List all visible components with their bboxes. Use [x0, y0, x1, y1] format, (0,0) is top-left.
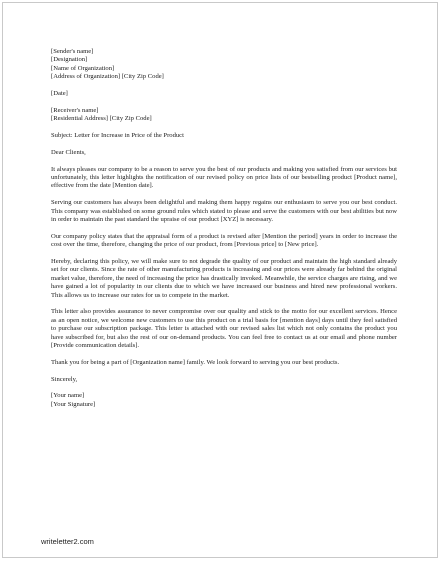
sender-name: [Sender's name] [51, 48, 94, 55]
sender-block [51, 48, 397, 82]
signature-block [51, 392, 397, 409]
paragraph: This letter also provides assurance to never compromise over our quality and stick to the motto for our excellent services. Hence as an open notice, we welcome new customers to use this product on a trial basis for [mention days] days until they feel satisfied to purchase our subscription package. This letter is attached with our revised sales list which not only contains the product you have subscribed for, but also the rest of our on-demand products. You can feel free to contact us at our email and phone number [Provide communication details]. [51, 308, 397, 350]
paragraph: Thank you for being a part of [Organization name] family. We look forward to serving you our best products. [51, 358, 340, 366]
receiver-block [51, 107, 397, 124]
signature-name: [Your name] [51, 392, 85, 400]
paragraph: It always pleases our company to be a reason to serve you the best of our products and making you satisfied from our services but unfortunately, this letter highlights the notification of our revised policy on price lists of our bestselling product [Product name], effective from the date [Mention date]. [51, 165, 397, 190]
letter-page [2, 2, 438, 558]
paragraph: Our company policy states that the appraisal form of a product is revised after [Mention the period] years in order to increase the cost over the time, therefore, changing the price of our product, from [Previous price] to [New price]. [51, 232, 397, 249]
sender-organization: [Name of Organization] [51, 64, 115, 72]
letter-date: [Date] [51, 90, 68, 98]
paragraph: Hereby, declaring this policy, we will make sure to not degrade the quality of our product and maintain the high standard already set for our clients. Since the rate of other manufacturing products is increasing and our prices were already far behind the original market value, therefore, the need of increasing the price has drastically invoked. Meanwhile, the service charges are rising, and we have gained a lot of popularity in our clients due to which we have increased our business and hired new professional workers. This allows us to increase our rates for us to compete in the market. [51, 258, 397, 299]
sender-address: [Address of Organization] [City Zip Code] [51, 73, 164, 81]
salutation: Dear Clients, [51, 148, 86, 156]
sender-designation: [Designation] [51, 56, 88, 64]
subject-line: Subject: Letter for Increase in Price of the Product [51, 132, 184, 140]
date-block [51, 90, 397, 98]
footer-watermark: writeletter2.com [41, 537, 94, 546]
paragraph: Serving our customers has always been delightful and making them happy regains our enthusiasm to serve you our best conduct. This company was established on some ground rules which stated to please and serve the customers with our best abilities but now in order to maintain the past standard the upraise of our product [XYZ] is necessary. [51, 199, 397, 224]
receiver-address: [Residential Address] [City Zip Code] [51, 115, 152, 123]
signature-line: [Your Signature] [51, 400, 96, 408]
letter-body [51, 48, 397, 418]
closing: Sincerely, [51, 375, 78, 383]
receiver-name: [Receiver's name] [51, 106, 99, 114]
